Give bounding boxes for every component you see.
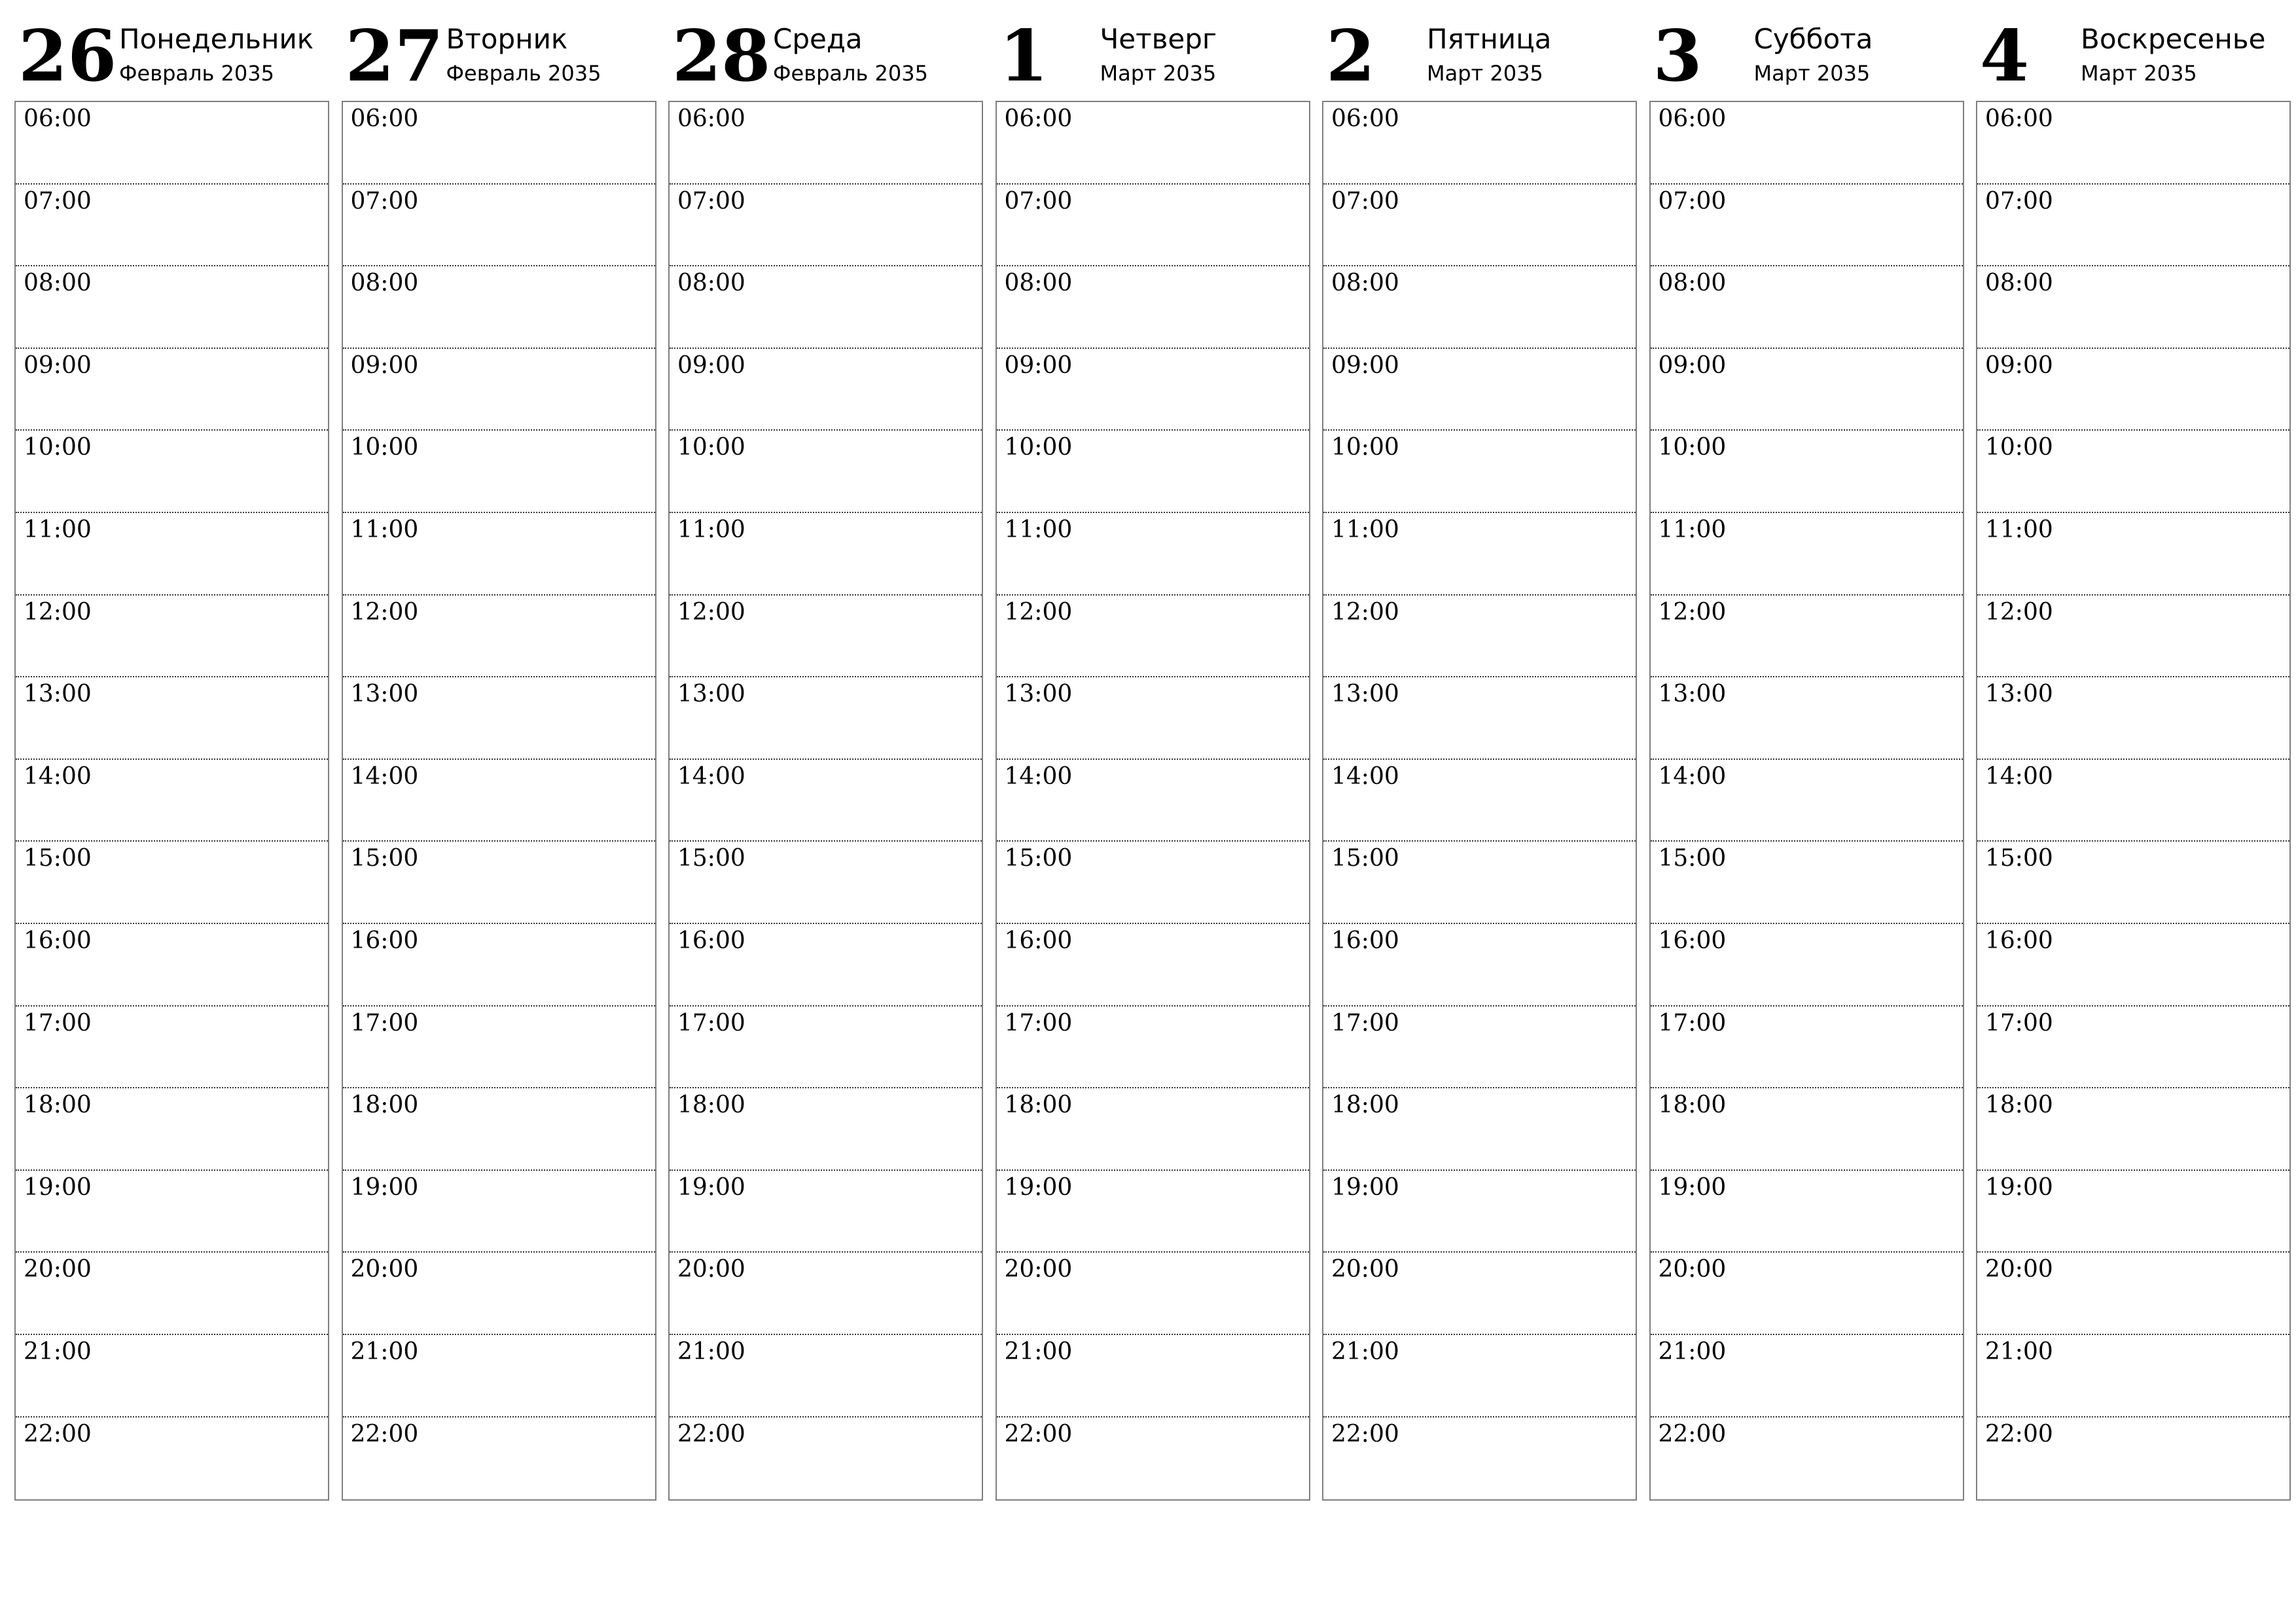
time-slot-label: 15:00 [677,845,745,872]
time-slot-label: 16:00 [350,927,419,954]
time-slot-label: 11:00 [677,516,745,543]
time-slot [670,760,982,842]
time-slot-label: 11:00 [350,516,419,543]
day-column [1976,0,2291,1505]
time-slot [343,102,655,185]
time-slot-label: 07:00 [1658,187,1727,215]
day-schedule-box [668,101,983,1501]
day-weekday: Среда [773,23,863,55]
time-slot [1323,1007,1636,1089]
time-slot [16,266,328,349]
time-slot-label: 18:00 [1331,1092,1399,1119]
time-slot-label: 21:00 [1985,1338,2053,1365]
time-slot [1651,677,1963,760]
time-slot-label: 10:00 [1658,434,1727,461]
time-slot-label: 21:00 [1331,1338,1399,1365]
time-slot [1323,1418,1636,1500]
time-slot-label: 11:00 [1331,516,1399,543]
time-slot-label: 11:00 [1004,516,1073,543]
time-slot-label: 17:00 [677,1009,745,1037]
time-slot [1977,1088,2289,1171]
time-slot [16,513,328,596]
time-slot [997,185,1309,267]
time-slot [1651,102,1963,185]
time-slot-label: 07:00 [1331,187,1399,215]
time-slot-label: 06:00 [1004,105,1073,132]
time-slot [343,1171,655,1253]
time-slot [1977,1335,2289,1418]
time-slot [1977,677,2289,760]
time-slot [1323,431,1636,513]
time-slot-label: 08:00 [350,270,419,297]
time-slot [670,1171,982,1253]
time-slot-label: 15:00 [24,845,92,872]
time-slot-label: 16:00 [1004,927,1073,954]
time-slot-label: 10:00 [1985,434,2053,461]
time-slot-label: 20:00 [350,1256,419,1283]
time-slot-label: 11:00 [1658,516,1727,543]
time-slot-label: 14:00 [1985,762,2053,790]
day-month: Февраль 2035 [773,61,928,86]
time-slot-label: 19:00 [1331,1173,1399,1201]
time-slot-label: 17:00 [350,1009,419,1037]
time-slot [997,596,1309,678]
time-slot-label: 10:00 [24,434,92,461]
time-slot-label: 18:00 [1658,1092,1727,1119]
time-slot-label: 19:00 [1004,1173,1073,1201]
time-slot-label: 15:00 [1331,845,1399,872]
time-slot [997,431,1309,513]
time-slot [343,596,655,678]
time-slot [1323,924,1636,1007]
time-slot [1323,1171,1636,1253]
time-slot [670,431,982,513]
time-slot [16,760,328,842]
time-slot-label: 22:00 [350,1420,419,1448]
time-slot-label: 09:00 [1004,351,1073,379]
time-slot-label: 12:00 [1331,598,1399,626]
time-slot [343,760,655,842]
time-slot [670,842,982,924]
time-slot-label: 08:00 [1985,270,2053,297]
time-slot-label: 18:00 [24,1092,92,1119]
time-slot-label: 22:00 [1985,1420,2053,1448]
time-slot [343,842,655,924]
time-slot [1323,185,1636,267]
time-slot-label: 09:00 [1985,351,2053,379]
time-slot [16,1335,328,1418]
time-slot [997,349,1309,431]
time-slot [670,513,982,596]
time-slot-label: 08:00 [1004,270,1073,297]
time-slot-label: 21:00 [1004,1338,1073,1365]
time-slot-label: 13:00 [1985,681,2053,708]
time-slot [1323,1253,1636,1335]
day-schedule-box [342,101,656,1501]
time-slot [16,102,328,185]
time-slot [670,596,982,678]
time-slot-label: 13:00 [1004,681,1073,708]
day-column [996,0,1310,1505]
day-number: 28 [672,15,771,98]
time-slot-label: 17:00 [1658,1009,1727,1037]
time-slot-label: 15:00 [1658,845,1727,872]
time-slot [16,349,328,431]
time-slot [1323,513,1636,596]
day-weekday: Воскресенье [2081,23,2266,55]
time-slot-label: 07:00 [1985,187,2053,215]
time-slot-label: 21:00 [1658,1338,1727,1365]
time-slot [1977,431,2289,513]
time-slot-label: 07:00 [677,187,745,215]
time-slot [343,1335,655,1418]
time-slot-label: 11:00 [1985,516,2053,543]
time-slot-label: 20:00 [1985,1256,2053,1283]
time-slot-label: 18:00 [1004,1092,1073,1119]
time-slot-label: 12:00 [350,598,419,626]
time-slot-label: 18:00 [1985,1092,2053,1119]
time-slot-label: 20:00 [1004,1256,1073,1283]
time-slot [997,1418,1309,1500]
time-slot [997,1335,1309,1418]
time-slot [343,1253,655,1335]
time-slot [1651,1007,1963,1089]
time-slot-label: 19:00 [1985,1173,2053,1201]
time-slot [16,1171,328,1253]
time-slot [1323,677,1636,760]
day-number: 4 [1980,15,2030,98]
time-slot [1651,185,1963,267]
time-slot [16,1253,328,1335]
time-slot [1977,842,2289,924]
time-slot-label: 22:00 [1331,1420,1399,1448]
time-slot [1977,924,2289,1007]
time-slot [997,1088,1309,1171]
time-slot-label: 14:00 [24,762,92,790]
time-slot [997,1253,1309,1335]
day-number: 3 [1653,15,1702,98]
time-slot [1651,1253,1963,1335]
time-slot [343,1088,655,1171]
time-slot [1651,266,1963,349]
time-slot-label: 16:00 [24,927,92,954]
time-slot-label: 11:00 [24,516,92,543]
time-slot-label: 19:00 [350,1173,419,1201]
day-number: 1 [999,15,1049,98]
time-slot-label: 19:00 [24,1173,92,1201]
time-slot-label: 09:00 [677,351,745,379]
time-slot [16,677,328,760]
time-slot [1977,1171,2289,1253]
time-slot [670,1088,982,1171]
time-slot-label: 07:00 [24,187,92,215]
time-slot-label: 06:00 [24,105,92,132]
day-column [14,0,329,1505]
time-slot [1651,431,1963,513]
time-slot-label: 16:00 [1985,927,2053,954]
time-slot [16,185,328,267]
time-slot [1651,349,1963,431]
time-slot [997,760,1309,842]
time-slot [1651,924,1963,1007]
time-slot [670,266,982,349]
time-slot [1651,760,1963,842]
time-slot-label: 06:00 [1985,105,2053,132]
time-slot-label: 12:00 [1658,598,1727,626]
time-slot [670,1007,982,1089]
time-slot-label: 21:00 [24,1338,92,1365]
time-slot-label: 10:00 [677,434,745,461]
day-schedule-box [1649,101,1964,1501]
time-slot [997,102,1309,185]
day-month: Февраль 2035 [119,61,274,86]
time-slot-label: 22:00 [24,1420,92,1448]
time-slot [670,349,982,431]
time-slot-label: 14:00 [677,762,745,790]
time-slot [1323,842,1636,924]
time-slot-label: 10:00 [1331,434,1399,461]
time-slot [1651,1418,1963,1500]
time-slot [670,1335,982,1418]
time-slot-label: 08:00 [677,270,745,297]
time-slot [1977,513,2289,596]
time-slot-label: 12:00 [24,598,92,626]
time-slot [16,596,328,678]
time-slot [1651,1171,1963,1253]
time-slot [1977,1418,2289,1500]
day-month: Март 2035 [1100,61,1217,86]
day-weekday: Вторник [446,23,568,55]
time-slot-label: 17:00 [24,1009,92,1037]
time-slot [1651,842,1963,924]
time-slot-label: 20:00 [1658,1256,1727,1283]
time-slot [1977,596,2289,678]
time-slot [1323,1088,1636,1171]
time-slot [997,924,1309,1007]
time-slot [16,1088,328,1171]
time-slot [997,1171,1309,1253]
time-slot-label: 20:00 [24,1256,92,1283]
time-slot [1651,513,1963,596]
time-slot [1323,596,1636,678]
time-slot-label: 14:00 [1004,762,1073,790]
time-slot [670,677,982,760]
time-slot [1323,1335,1636,1418]
time-slot [1977,185,2289,267]
time-slot [670,185,982,267]
time-slot-label: 07:00 [350,187,419,215]
time-slot-label: 09:00 [24,351,92,379]
time-slot [1977,349,2289,431]
time-slot [1323,102,1636,185]
time-slot-label: 20:00 [1331,1256,1399,1283]
time-slot [343,513,655,596]
time-slot [997,677,1309,760]
time-slot [343,431,655,513]
time-slot [1651,1088,1963,1171]
time-slot-label: 18:00 [677,1092,745,1119]
time-slot-label: 18:00 [350,1092,419,1119]
time-slot-label: 08:00 [1658,270,1727,297]
day-number: 26 [18,15,117,98]
time-slot [1977,102,2289,185]
time-slot [997,1007,1309,1089]
time-slot [670,102,982,185]
day-month: Март 2035 [2081,61,2197,86]
time-slot-label: 13:00 [350,681,419,708]
time-slot-label: 16:00 [1331,927,1399,954]
day-weekday: Суббота [1753,23,1873,55]
time-slot [1977,1007,2289,1089]
time-slot [1651,596,1963,678]
time-slot-label: 09:00 [350,351,419,379]
day-number: 2 [1326,15,1376,98]
day-month: Март 2035 [1753,61,1871,86]
time-slot-label: 15:00 [1985,845,2053,872]
time-slot [343,185,655,267]
day-month: Март 2035 [1427,61,1543,86]
time-slot [16,1007,328,1089]
day-column [1322,0,1637,1505]
time-slot [343,924,655,1007]
time-slot-label: 22:00 [1004,1420,1073,1448]
time-slot [343,266,655,349]
time-slot [16,431,328,513]
time-slot-label: 16:00 [1658,927,1727,954]
time-slot-label: 13:00 [677,681,745,708]
time-slot [343,677,655,760]
time-slot-label: 14:00 [1331,762,1399,790]
time-slot-label: 19:00 [1658,1173,1727,1201]
time-slot-label: 12:00 [677,598,745,626]
time-slot [16,1418,328,1500]
time-slot [670,1253,982,1335]
time-slot [670,1418,982,1500]
time-slot [997,842,1309,924]
time-slot-label: 21:00 [350,1338,419,1365]
time-slot-label: 17:00 [1004,1009,1073,1037]
day-number: 27 [345,15,444,98]
day-schedule-box [14,101,329,1501]
time-slot [16,842,328,924]
time-slot-label: 20:00 [677,1256,745,1283]
time-slot-label: 17:00 [1331,1009,1399,1037]
time-slot-label: 06:00 [1658,105,1727,132]
time-slot [343,349,655,431]
day-column [1649,0,1964,1505]
time-slot [1977,1253,2289,1335]
day-column [342,0,656,1505]
time-slot [343,1418,655,1500]
time-slot-label: 06:00 [677,105,745,132]
time-slot [343,1007,655,1089]
time-slot [16,924,328,1007]
time-slot [1651,1335,1963,1418]
time-slot-label: 06:00 [350,105,419,132]
time-slot-label: 09:00 [1331,351,1399,379]
day-weekday: Четверг [1100,23,1217,55]
time-slot-label: 22:00 [1658,1420,1727,1448]
time-slot-label: 09:00 [1658,351,1727,379]
time-slot [1977,760,2289,842]
day-schedule-box [1976,101,2291,1501]
time-slot [997,266,1309,349]
time-slot [997,513,1309,596]
time-slot-label: 13:00 [1658,681,1727,708]
time-slot [1323,266,1636,349]
time-slot-label: 14:00 [1658,762,1727,790]
day-column [668,0,983,1505]
time-slot [670,924,982,1007]
day-weekday: Понедельник [119,23,314,55]
day-schedule-box [996,101,1310,1501]
time-slot [1323,349,1636,431]
time-slot-label: 13:00 [24,681,92,708]
time-slot-label: 08:00 [1331,270,1399,297]
time-slot-label: 19:00 [677,1173,745,1201]
time-slot-label: 06:00 [1331,105,1399,132]
time-slot-label: 14:00 [350,762,419,790]
day-schedule-box [1322,101,1637,1501]
time-slot [1977,266,2289,349]
time-slot-label: 15:00 [1004,845,1073,872]
time-slot-label: 16:00 [677,927,745,954]
time-slot-label: 22:00 [677,1420,745,1448]
time-slot-label: 21:00 [677,1338,745,1365]
time-slot-label: 15:00 [350,845,419,872]
time-slot [1323,760,1636,842]
time-slot-label: 12:00 [1004,598,1073,626]
time-slot-label: 08:00 [24,270,92,297]
time-slot-label: 13:00 [1331,681,1399,708]
day-month: Февраль 2035 [446,61,601,86]
time-slot-label: 10:00 [350,434,419,461]
time-slot-label: 12:00 [1985,598,2053,626]
time-slot-label: 17:00 [1985,1009,2053,1037]
time-slot-label: 10:00 [1004,434,1073,461]
time-slot-label: 07:00 [1004,187,1073,215]
day-weekday: Пятница [1427,23,1552,55]
